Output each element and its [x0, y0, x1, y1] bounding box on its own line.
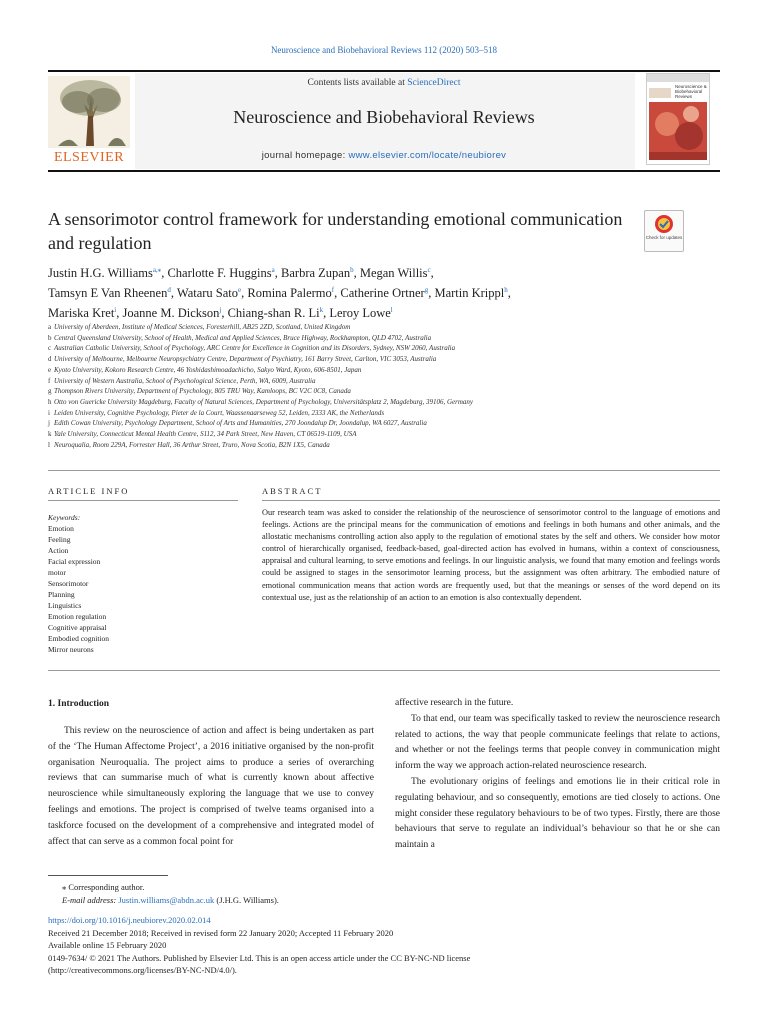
author-name[interactable]: Joanne M. Dickson	[122, 306, 220, 321]
keyword-item: Action	[48, 546, 69, 555]
affiliation-text: Kyoto University, Kokoro Research Centre, 46 Yoshidashimoadachicho, Sakyo Ward, Kyoto, 606-8501, Japan	[54, 365, 362, 374]
abstract-heading: ABSTRACT	[262, 486, 323, 496]
corresponding-mark: ⁎	[62, 882, 67, 892]
affiliation-list	[48, 322, 728, 450]
author-name[interactable]: Catherine Ortner	[340, 286, 425, 301]
journal-cover-thumbnail[interactable]	[646, 73, 710, 165]
keyword-item: Facial expression	[48, 557, 101, 566]
author-affiliation-marker[interactable]: c	[427, 266, 431, 274]
author-affiliation-marker[interactable]: b	[350, 266, 354, 274]
affiliation-item	[48, 333, 728, 344]
affiliation-marker: d	[48, 355, 52, 364]
abstract-rule	[262, 500, 720, 501]
affiliation-text: Neuroqualia, Room 229A, Forrester Hall, 36 Arthur Street, Truro, Nova Scotia, B2N 1X5, Canada	[54, 440, 330, 449]
keywords-block	[48, 512, 228, 655]
keyword-item: Emotion	[48, 524, 74, 533]
affiliation-item	[48, 365, 728, 376]
header-rule-top	[48, 70, 720, 72]
check-updates-icon	[645, 213, 683, 237]
affiliation-marker: e	[48, 365, 52, 374]
author-affiliation-marker[interactable]: a	[271, 266, 275, 274]
check-for-updates-badge[interactable]	[644, 210, 684, 252]
intro-right-column	[395, 696, 720, 854]
affiliation-marker: j	[48, 419, 50, 428]
keyword-item: Mirror neurons	[48, 645, 94, 654]
intro-paragraph-2: To that end, our team was specifically tasked to review the neuroscience research related to actions, the way that people communicate feelings that relate to actions, and whether or not the feelings terms that people convey in communication might inform the way we approach action-related neuroscience research.	[395, 713, 720, 772]
keyword-item: Feeling	[48, 535, 71, 544]
author-name[interactable]: Tamsyn E Van Rheenen	[48, 286, 168, 301]
keyword-item: motor	[48, 568, 66, 577]
keyword-item: Linguistics	[48, 601, 82, 610]
affiliation-item	[48, 322, 728, 333]
affiliation-text: University of Western Australia, School of Psychological Science, Perth, WA, 6009, Australia	[54, 376, 316, 385]
author-name[interactable]: Martin Krippl	[434, 286, 505, 301]
affiliation-text: Otto von Guericke University Magdeburg, Faculty of Natural Sciences, Department of Psychology, Universitätsplatz 2, Magdeburg, 39106, Germany	[54, 397, 474, 406]
article-info-heading: ARTICLE INFO	[48, 486, 130, 496]
keyword-item: Emotion regulation	[48, 612, 107, 621]
author-affiliation-marker[interactable]: d	[167, 286, 171, 295]
corresponding-author-note	[62, 881, 562, 894]
author-affiliation-marker[interactable]: f	[331, 286, 335, 295]
affiliation-marker: l	[48, 440, 50, 449]
corresponding-text: Corresponding author.	[68, 882, 145, 892]
author-affiliation-marker[interactable]: g	[424, 286, 429, 295]
section-divider	[48, 470, 720, 471]
journal-title: Neuroscience and Biobehavioral Reviews	[233, 107, 535, 127]
affiliation-item	[48, 376, 728, 387]
header-rule-bottom	[48, 170, 720, 172]
author-name[interactable]: Mariska Kret	[48, 306, 115, 321]
author-affiliation-marker[interactable]: l	[390, 306, 393, 315]
affiliation-item	[48, 418, 728, 429]
license-line-1: 0149-7634/ © 2021 The Authors. Published by Elsevier Ltd. This is an open access article under the CC BY-NC-ND license	[48, 952, 471, 963]
email-note	[62, 894, 562, 907]
affiliation-item	[48, 440, 728, 451]
affiliation-marker: f	[48, 376, 51, 385]
sciencedirect-link[interactable]: ScienceDirect	[407, 78, 461, 88]
footnotes	[62, 881, 562, 907]
journal-citation[interactable]: Neuroscience and Biobehavioral Reviews 112 (2020) 503–518	[270, 45, 498, 55]
contents-prefix: Contents lists available at	[307, 78, 408, 88]
intro-paragraph-1: This review on the neuroscience of action and affect is being undertaken as part of the ‘The Human Affectome Project’, a 2016 initiative organised by the non-profit organisation Neuroqualia. The project aims to produce a series of overarching reviews that can summarise much of what is currently known about affective neuroscience while simultaneously exploring the language that we use to convey feelings and emotions. The project is comprised of twelve teams organised into a taskforce focused on the development of a comprehensive and integrated model of affect that can serve as a common focal point for	[48, 726, 374, 847]
author-affiliation-marker[interactable]: a,⁎	[152, 266, 162, 274]
author-affiliation-marker[interactable]: h	[504, 286, 508, 295]
affiliation-marker: c	[48, 344, 52, 353]
author-name[interactable]: Wataru Sato	[176, 286, 239, 301]
available-online: Available online 15 February 2020	[48, 940, 167, 950]
affiliation-marker: k	[48, 430, 52, 439]
email-link[interactable]: Justin.williams@abdn.ac.uk	[118, 895, 215, 905]
intro-left-column	[48, 724, 374, 850]
author-name[interactable]: Justin H.G. Williams	[48, 266, 153, 281]
author-name[interactable]: Charlotte F. Huggins	[167, 266, 272, 281]
homepage-link[interactable]: www.elsevier.com/locate/neubiorev	[348, 150, 507, 161]
affiliation-item	[48, 343, 728, 354]
intro-paragraph-continued: affective research in the future.	[395, 698, 514, 708]
affiliation-text: Thompson Rivers University, Department of Psychology, 805 TRU Way, Kamloops, BC V2C 0C8, Canada	[54, 387, 351, 396]
author-affiliation-marker[interactable]: j	[219, 306, 222, 315]
author-affiliation-marker[interactable]: e	[238, 286, 242, 295]
abstract-text: Our research team was asked to consider the relationship of the neuroscience of sensorimotor control to the language of emotions and feelings. Actions are the principal means for the communication of emotions and feelings in both humans and other animals, and the allostatic mechanisms controlling action also apply to the regulation of emotional states by the self and others. We consider how motor control of hierarchically organised, feedback-based, goal-directed action has evolved in humans, within a context of consciousness, appraisal and cultural learning, to serve emotions and feelings. In our linguistic analysis, we found that many emotion and feelings words could be assigned to stages in the sensorimotor learning process, but the assignment was often arbitrary. The embodied nature of emotional communication means that action words are frequently used, but that the meanings or senses of the word depend on its contextual use, just as the relationship of an action to an emotion is also contextually dependent.	[262, 508, 720, 602]
email-label: E-mail address:	[62, 895, 117, 905]
article-title: A sensorimotor control framework for understanding emotional communication and regulation	[48, 209, 623, 253]
author-name[interactable]: Leroy Lowe	[329, 306, 391, 321]
affiliation-text: University of Melbourne, Melbourne Neuropsychiatry Centre, Department of Psychiatry, 161 Barry Street, Carlton, VIC 3053, Australia	[54, 355, 437, 364]
author-name[interactable]: Chiang-shan R. Li	[227, 306, 320, 321]
affiliation-text: Central Queensland University, School of Health, Medical and Applied Sciences, Bruce Highway, Rockhampton, QLD 4702, Australia	[54, 333, 432, 342]
affiliation-item	[48, 397, 728, 408]
author-name[interactable]: Barbra Zupan	[281, 266, 351, 281]
affiliation-marker: i	[48, 408, 50, 417]
keywords-label: Keywords:	[48, 513, 81, 522]
affiliation-marker: a	[48, 323, 52, 331]
affiliation-text: Leiden University, Cognitive Psychology, Pieter de la Court, Waassenaarseweg 52, Leiden, 2333 AK, the Netherlands	[54, 408, 385, 417]
affiliation-marker: g	[48, 387, 52, 396]
elsevier-wordmark[interactable]: ELSEVIER	[53, 150, 125, 165]
affiliation-item	[48, 429, 728, 440]
affiliation-text: Edith Cowan University, Psychology Department, School of Arts and Humanities, 270 Joondalup Dr, Joondalup, WA 6027, Australia	[54, 419, 427, 428]
keyword-item: Planning	[48, 590, 75, 599]
keyword-item: Cognitive appraisal	[48, 623, 107, 632]
keyword-item: Sensorimotor	[48, 579, 89, 588]
cover-title: Neuroscience & Biobehavioral Reviews	[675, 84, 707, 99]
footnote-rule	[48, 875, 168, 876]
introduction-heading: 1. Introduction	[48, 699, 110, 709]
email-suffix: (J.H.G. Williams).	[216, 895, 279, 905]
article-info-rule	[48, 500, 238, 501]
author-name[interactable]: Megan Willis	[359, 266, 428, 281]
intro-paragraph-3: The evolutionary origins of feelings and emotions lie in their critical role in regulating behaviour, and so consequently, emotions are tied closely to actions. One might consider these regulatory behaviours to be of two types. Firstly, there are those behaviours that serve to regulate an individual’s behaviour so that he or she can maintain a	[395, 776, 720, 851]
affiliation-text: Yale University, Connecticut Mental Health Centre, S112, 34 Park Street, New Haven, CT 06519-1109, USA	[54, 430, 357, 439]
author-name[interactable]: Romina Palermo	[247, 286, 332, 301]
received-dates: Received 21 December 2018; Received in revised form 22 January 2020; Accepted 11 February 2020	[48, 927, 394, 938]
publication-metadata	[48, 914, 648, 977]
affiliation-item	[48, 354, 728, 365]
affiliation-marker: b	[48, 333, 52, 342]
author-affiliation-marker[interactable]: i	[114, 306, 117, 315]
affiliation-marker: h	[48, 397, 52, 406]
author-list: Justin H.G. Williams$^{a,⁎}$, Charlotte F. Huggins$^a$, Barbra Zupan$^b$, Megan Willis$^c$, Tamsyn E Van Rheenen$^d$, Wataru Sato$^e$, Romina Palermo$^f$, Catherine Ortner$^g$, Martin Krippl$^h$, Mariska Kret$^i$, Joanne M. Dickson$^j$, Chiang-shan R. Li$^k$, Leroy Lowe$^l$	[48, 266, 511, 321]
affiliation-item	[48, 386, 728, 397]
affiliation-text: Australian Catholic University, School of Psychology, ARC Centre for Excellence in Cognition and its Disorders, Sydney, NSW 2060, Australia	[54, 344, 456, 353]
keyword-item: Embodied cognition	[48, 634, 110, 643]
doi-link[interactable]: https://doi.org/10.1016/j.neubiorev.2020.02.014	[48, 915, 211, 925]
license-line-2[interactable]: (http://creativecommons.org/licenses/BY-NC-ND/4.0/).	[48, 965, 237, 975]
check-updates-label: Check for updates	[645, 235, 683, 240]
affiliation-text: University of Aberdeen, Institute of Medical Sciences, Foresterhill, AB25 2ZD, Scotland, United Kingdom	[54, 323, 351, 331]
affiliation-item	[48, 408, 728, 419]
homepage-prefix: journal homepage:	[261, 150, 349, 161]
abstract-bottom-rule	[48, 670, 720, 671]
author-affiliation-marker[interactable]: k	[319, 306, 324, 315]
